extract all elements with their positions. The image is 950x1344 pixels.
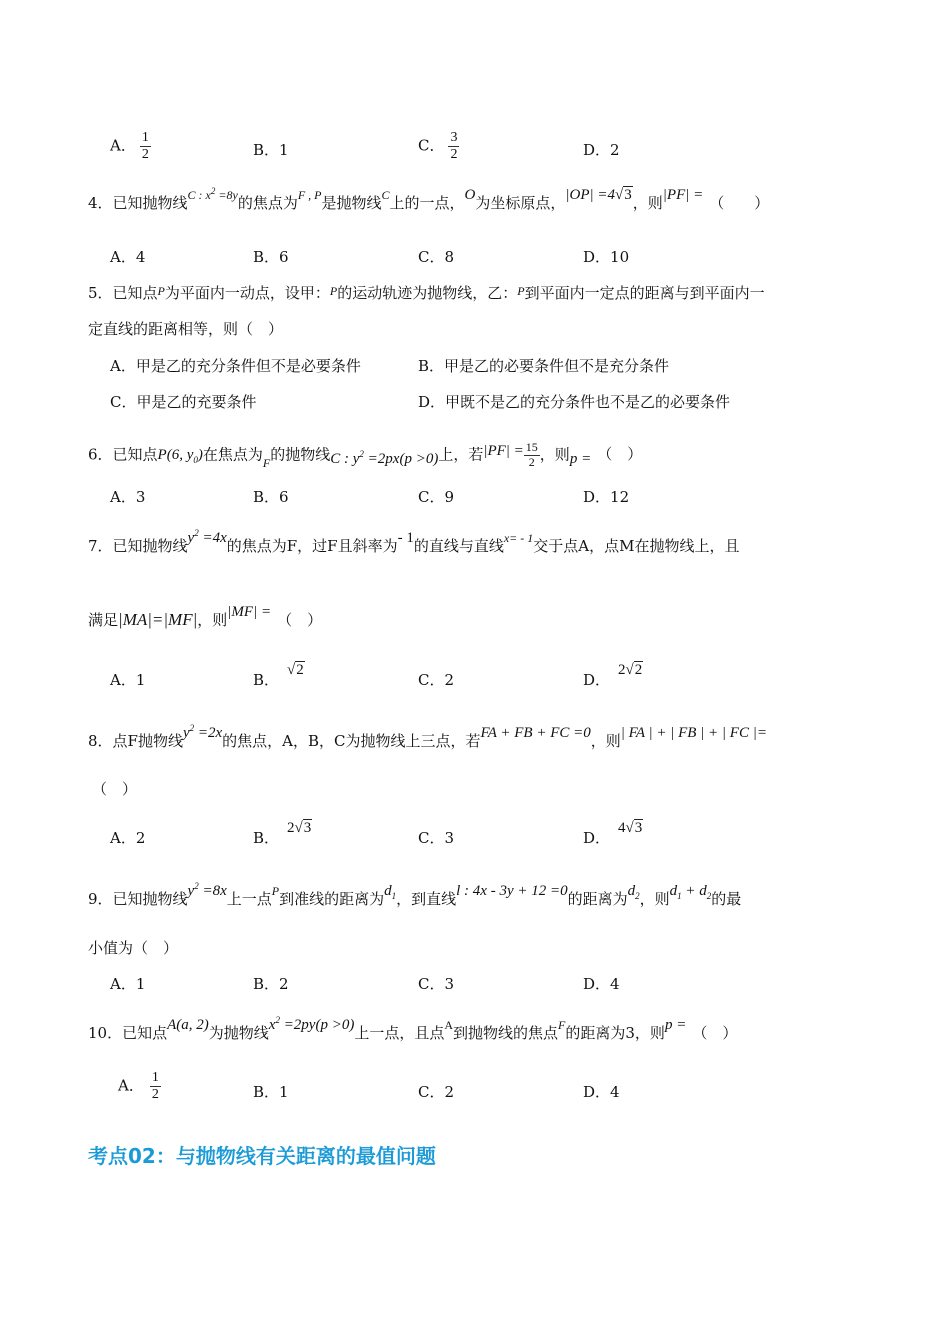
section-heading: 考点02：与抛物线有关距离的最值问题 [88, 1144, 436, 1168]
q3-option-a: A． $\frac{1}{2}$ [110, 130, 149, 163]
q4-option-b: B．6 [253, 248, 289, 266]
q3-option-c: C． $\frac{3}{2}$ [418, 130, 458, 163]
q9-option-c: C．3 [418, 975, 455, 993]
q8-option-d: D．4√3 [583, 820, 643, 847]
question-5-stem: 5．已知点$^P$为平面内一动点，设甲：$^P$的运动轨迹为抛物线，乙：$^P$到平面内一定点的距离与到平面内一 [88, 284, 765, 302]
q9-option-b: B．2 [253, 975, 289, 993]
q5-option-d: D．甲既不是乙的充分条件也不是乙的必要条件 [418, 393, 731, 411]
q7-option-a: A．1 [110, 671, 146, 689]
q6-option-b: B．6 [253, 488, 289, 506]
q4-option-a: A．4 [110, 248, 146, 266]
question-8-stem: 8．点F抛物线$y^2 =2x$的焦点，A，B，C为抛物线上三点，若FA + FB + FC =0，则| FA | + | FB | + | FC |= [88, 723, 767, 750]
q3-option-b: B．1 [253, 141, 289, 159]
q7-option-b: B．√2 [253, 662, 304, 689]
question-10-stem: 10．已知点A(a, 2)为抛物线$x^2 =2py(p >0)$上一点，且点$^A$到抛物线的焦点$^F$的距离为3，则p = （ ） [88, 1015, 738, 1042]
q5-option-a: A．甲是乙的充分条件但不是必要条件 [110, 357, 361, 375]
question-9-stem: 9．已知抛物线$y^2 =8x$上一点$^P$到准线的距离为$d_1$，到直线l : 4x - 3y + 12 =0的距离为$d_2$，则$d_1 + d_2$的最 [88, 881, 742, 908]
q10-option-a: A． $\frac{1}{2}$ [118, 1070, 159, 1103]
q10-option-d: D．4 [583, 1083, 620, 1101]
question-9-stem-line2: 小值为（ ） [88, 939, 179, 957]
question-8-stem-line2: （ ） [92, 780, 138, 798]
q4-option-d: D．10 [583, 248, 630, 266]
q10-option-b: B．1 [253, 1083, 289, 1101]
q6-option-c: C．9 [418, 488, 455, 506]
q8-option-b: B．2√3 [253, 820, 312, 847]
q7-option-c: C．2 [418, 671, 455, 689]
q8-option-a: A．2 [110, 829, 146, 847]
question-6-stem: 6．已知点P(6, $y_0$)在焦点为$_F$的抛物线C : $y^2 =2px(p >0)$上，若|PF| = $\frac{15}{2}$ ，则p = （ ） [88, 440, 643, 471]
question-7-stem-line2: 满足|MA|=|MF|，则|MF| = （ ） [88, 604, 323, 629]
q4-option-c: C．8 [418, 248, 455, 266]
question-5-stem-line2: 定直线的距离相等，则（ ） [88, 320, 284, 338]
q5-option-c: C．甲是乙的充要条件 [110, 393, 257, 411]
q3-option-d: D．2 [583, 141, 620, 159]
q8-option-c: C．3 [418, 829, 455, 847]
q7-option-d: D．2√2 [583, 662, 643, 689]
question-7-stem: 7．已知抛物线$y^2 =4x$的焦点为F，过F且斜率为- 1的直线与直线$^{x= - 1}$交于点A，点M在抛物线上，且 [88, 528, 740, 555]
q6-option-d: D．12 [583, 488, 630, 506]
q10-option-c: C．2 [418, 1083, 455, 1101]
q9-option-d: D．4 [583, 975, 620, 993]
q5-option-b: B．甲是乙的必要条件但不是充分条件 [418, 357, 670, 375]
question-4-stem: 4．已知抛物线$^{C : x^2 =8y}$的焦点为$^{F , P}$是抛物线$^C$上的一点，O为坐标原点，|OP| =4√3，则|PF| = （ ） [88, 186, 770, 212]
q6-option-a: A．3 [110, 488, 146, 506]
q9-option-a: A．1 [110, 975, 146, 993]
